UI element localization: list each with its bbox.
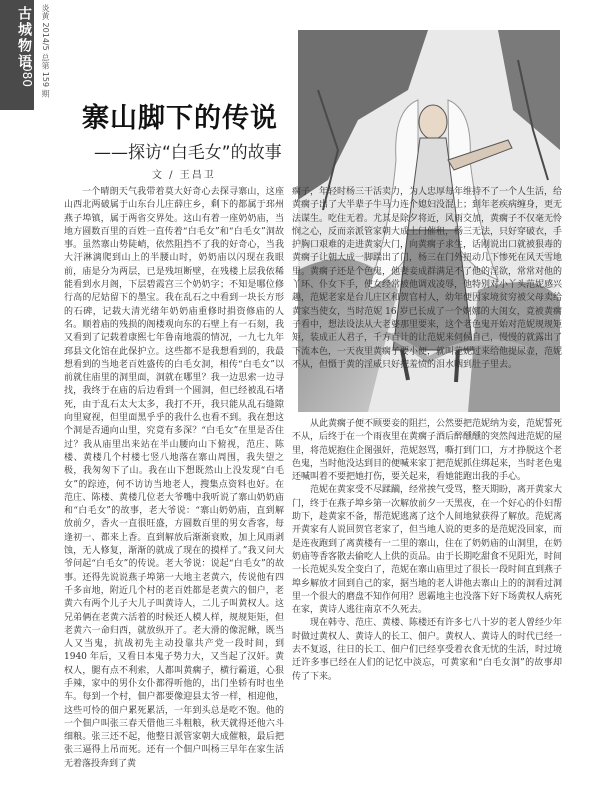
page-number: 080 [20, 64, 34, 87]
right-text-column-bottom [292, 418, 562, 790]
article-author: 文 / 王昌卫 [152, 170, 216, 181]
paragraph: 现在韩寺、范庄、黄楼、陈楼还有许多七八十岁的老人曾经少年时做过黄权人、黄诗人的长工、佃户。黄权人、黄诗人的时代已经一去不复返，往日的长工、佃户们已经享受着衣食无忧的生活，时过境迁许多事已经在人们的记忆中淡忘，可黄家和“白毛女洞”的故事却传了下来。 [292, 618, 562, 682]
paragraph: 范妮在黄家受不尽蹂躏，经常挨气受骂，整天期盼，离开黄家大门，终于在燕子埠乡第一次解放前夕一天黑夜，在一个好心的仆妇帮助下，趁黄家不备，帮范妮逃离了这个人间地狱获得了解放。范妮离开黄家有人说回贺官老家了，但当地人说的更多的是范妮没回家，而是连夜跑到了离黄楼有一二里的寨山，住在了奶奶庙的山洞里，在奶奶庙等香客散去偷吃人上供的贡品。由于长期吃甜食不见阳光，时间一长范妮头发全变白了，范妮在寨山庙里过了很长一段时间直到燕子埠乡解放才回到自己的家，据当地的老人讲他去寨山上的的洞看过洞里一个很大的磨盘不知作何用？恩霸地主也没落下好下场黄权人病死在家，黄诗人逃往南京不久死去。 [292, 485, 562, 616]
article-subtitle: ——探访“白毛女”的故事 [94, 143, 282, 163]
column-tab [0, 0, 34, 110]
left-text-column [64, 186, 284, 790]
column-name: 古城物语 [16, 6, 32, 70]
paragraph: 从此黄瘸子便不顾要妾的阻拦，公然要把范妮纳为妾，范妮誓死不从，后终于在一个雨夜里在黄瘸子酒后醉醺醺的突然闯进范妮的屋里，将范妮抱住企图强奸，范妮怒骂，嘶打到门口，方才挣脱这个老色鬼，当时他没达到目的便喊来家丁把范妮抓住绑起来，当时老色鬼还喊叫着不要把她打伤，要关起来，看她能跑出我的手心。 [292, 419, 562, 483]
article-title: 寨山脚下的传说 [82, 103, 278, 134]
right-text-column-top [292, 186, 562, 416]
issue-meta: 炎黄 2014/5 总第 159 期 [41, 4, 50, 98]
sidebar [0, 0, 34, 800]
paragraph: 瘸子，年轻时杨三干活卖力，为人忠厚每年维持不了一个人生活，给黄瘸子出了大半辈子牛马力连个媳妇没混上；到年老疾病缠身，更无法谋生。吃住无着。尤其是除夕将近，风雨交加，黄瘸子不仅毫无怜悯之心，反而亲派管家朝大成上门催租，杨三无法，只好穿破衣，手护胸口艰难的走进黄家大门，向黄瘸子求生，话刚说出口就被狠毒的黄瘸子让朝大成一脚踹出了门，杨三在门外扭动几下惨死在风天雪地里。黄瘸子还是个色鬼，他妻妾成群满足不了他的淫欲，常常对他的丫环、仆女下手，使女经常被他调戏凌辱，他特别对小丫头范妮感兴趣，范妮老家是台儿庄区和贺官村人，幼年便因家境贫穷被父母卖给黄家当使女，当时范妮 16 岁已长成了一个婀娜的大闺女，竟被黄瘸子看中，想法设法从大老婆那里要来，这个老色鬼开始对范妮规规矩矩，装成正人君子，千方百计的让范妮来伺候自己，慢慢的就露出了下流本色，一天夜里黄瘸子要小便，就叫范妮过来给他提尿壶，范妮不从，但慑于黄的淫威只好把羞愤的泪水咽到肚子里去。 [292, 187, 562, 370]
paragraph: 一个晴朗天气我带着莫大好奇心去探寻寨山，这座山西北两破属于山东台儿庄薛庄乡，剩下的都属于邳州燕子埠镇，属于两省交界处。这山有着一座奶奶庙，当地方圆数百里的百姓一直传着“白毛女”和“白毛女”洞故事。虽然寨山势陡峭，依然阻挡不了我的好奇心，当我大汗淋漓爬到山上的半腰山时，奶奶庙以闪现在我眼前，庙是分为两层，已是残垣断壁，在残楼上层我依稀能看到水月阁，下层碧霞宫三个奶奶字；不知是哪位修行高的尼姑留下的墨宝。我在乱石之中看到一块长方形的石碑，记载大清光绪年奶奶庙重修时捐资修庙的人名。顺着庙的残损的阁楼观向东的石壁上有一石刻，我又看到了记载着康熙七年鲁南地震的情况，一九七九年邳县文化馆在此保护立。这些都不是我想看到的，我最想看到的当地老百姓盛传的白毛女洞，相传“白毛女”以前就住庙里的洞里面，洞就在哪里？我一边思索一边寻找，我终于在庙的后边看到一个圆洞，但已经被乱石堵死，由于乱石太大太多，我打不开，我只能从乱石缝隙向里窥视，但里面黑乎乎的我什么也看不到。我在想这个洞是否通向山里，究竟有多深？“白毛女”在里是否住过？我从庙里出来站在半山腰向山下俯视，范庄、陈楼、黄楼几个村楼七竖八地落在寨山周围，我失望之极，我匆匆下了山。我在山下想既然山上没发现“白毛女”的踪迹，何不访访当地老人，搜集点资料也好。在范庄、陈楼、黄楼几位老大爷嘴中我听说了寨山奶奶庙和“白毛女”的故事，老大爷说：“寨山奶奶庙，直到解放前夕，香火一直很旺盛，方圆数百里的男女香客，每逢初一、都来上香。直到解放后渐渐衰败，加上风雨剥蚀，无人修复，渐渐的就成了现在的摸样了。”我又问大爷问起“白毛女”的传说。老大爷说：说起“白毛女”的故事。还得先说说燕子埠第一大地主老黄六，传说他有四千多亩地，附近几个村的老百姓都是老黄六的佃户，老黄六有两个儿子大儿子叫黄诗人，二儿子叫黄权人。这兄弟俩在老黄六活着的时候还人模人样，规规矩矩，但老黄六一命归西，就放纵开了。老大滑的像泥鳅，既当人又当鬼，抗战初先主动投靠共产党一段时间，到 1940 年后，又看日本鬼子势力大，又当起了汉奸。黄权人，腿有点不利索，人都叫黄瘸子，横行霸道，心狠手辣，家中的男仆女仆都得听他的，出门坐轿有时也坐车。每到一个村，佃户都要像迎县太爷一样，相迎他，这些可怜的佃户累死累活，一年到头总是吃不饱。他的一个佃户叫张三春天借他三斗粗粮，秋天就得还他六斗细粮。张三还不起，他整日派管家朝大成催粮，最后把张三逼得上吊而死。还有一个佃户叫杨三早年在家生活无着落投奔到了黄 [64, 187, 284, 769]
